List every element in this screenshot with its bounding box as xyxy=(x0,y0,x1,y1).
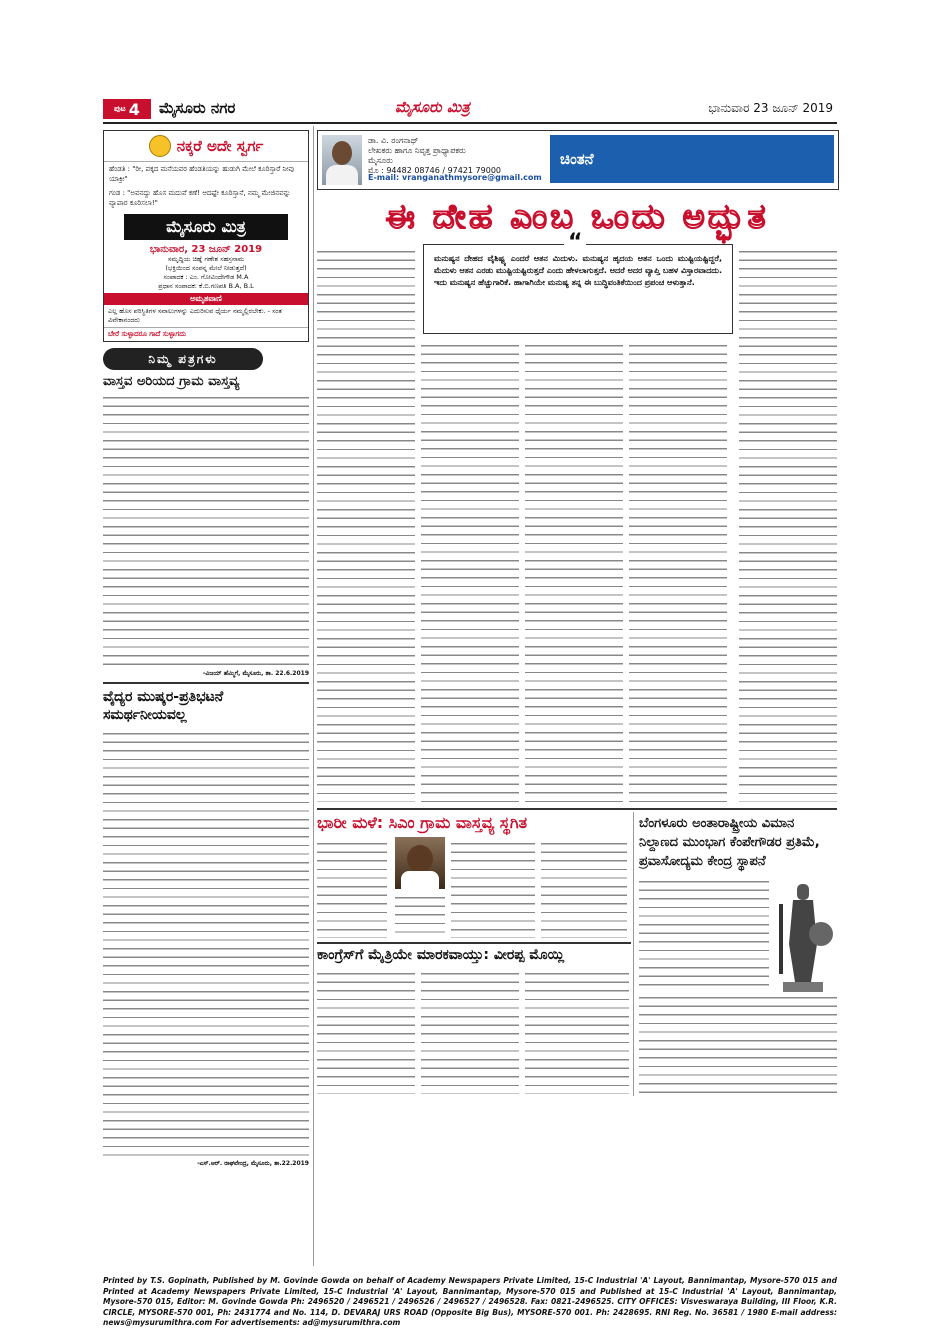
divider xyxy=(317,808,837,810)
joke-title: ನಕ್ಕರೆ ಅದೇ ಸ್ವರ್ಗ xyxy=(176,137,264,155)
page-header xyxy=(103,96,837,124)
joke-line-1: ಹೆಂಡತಿ : "ರೀ, ಪಕ್ಕದ ಮನೆಯವರ ಹೆಂಡತಿಯನ್ನು ಹುಡುಗಿ ಮೇಲೆ ಕೂರಿಸ್ತಾರೆ ನೀವು ಯಾಕ್ರೀ" xyxy=(109,165,295,183)
news-1-column-2 xyxy=(395,892,445,938)
news-2-column-1 xyxy=(317,968,415,1094)
pull-quote-text: ಮನುಷ್ಯನ ದೇಹದ ವೈಶಿಷ್ಟ್ಯ ಎಂದರೆ ಆತನ ಮಿದುಳು. ಮನುಷ್ಯನ ಹೃದಯ ಆತನ ಒಂದು ಮುಷ್ಟಿಯಷ್ಟಿದ್ದರೆ, ಮೆದುಳು ಆತನ ಎರಡು ಮುಷ್ಟಿಯಷ್ಟಿರುತ್ತದೆ ಎಂದು ಹೇಳಲಾಗುತ್ತದೆ. ಆದರೆ ಅದರ ವ್ಯಾಪ್ತಿ ಬಹಳ ವಿಸ್ತಾರವಾದದು. ಇದು ಮನುಷ್ಯನ ಹೆಚ್ಚುಗಾರಿಕೆ. ಹಾಗಾಗಿಯೇ ಮನುಷ್ಯ ತನ್ನ ಈ ಬುದ್ಧಿವಂತಿಕೆಯಿಂದ ಪ್ರಪಂಚ ಆಳುತ್ತಾನೆ. xyxy=(434,254,722,287)
joke-title-row xyxy=(104,131,308,162)
issue-date: ಭಾನುವಾರ 23 ಜೂನ್ 2019 xyxy=(708,101,833,115)
quote-mark-icon: “ xyxy=(564,237,586,249)
left-column xyxy=(103,130,309,1168)
letters-banner: ನಿಮ್ಮ ಪತ್ರಗಳು xyxy=(103,348,263,370)
proverb: ಬೇರೆ ಸುಳ್ಳಾದರೂ ಗಾದೆ ಸುಳ್ಳಾಗದು xyxy=(108,330,186,338)
article-column-4 xyxy=(629,340,727,802)
author-name: ಡಾ. ವಿ. ರಂಗನಾಥ್ xyxy=(368,136,419,145)
news-3-column-2 xyxy=(639,992,837,1096)
news-1-column-3 xyxy=(451,838,535,938)
cm-photo xyxy=(395,837,445,889)
amrutha-quote: ಎಲ್ಲ ಹೊಸ ಪರಿಸ್ಥಿತಿಗಳ ಸವಾಲುಗಳನ್ನು ಎದುರಿಸುವ ಧೈರ್ಯ ನಮ್ಮಲ್ಲಿರಬೇಕು. - ಸಂತ ವಿವೇಕಾನಂದರು xyxy=(104,305,308,328)
author-details xyxy=(368,136,501,176)
article-column-3 xyxy=(525,340,623,802)
news-2-column-2 xyxy=(421,968,519,1094)
page-number-badge xyxy=(103,99,151,119)
letter-1-title: ವಾಸ್ತವ ಅರಿಯದ ಗ್ರಾಮ ವಾಸ್ತವ್ಯ xyxy=(103,374,240,389)
letter-2-signature: -ಎಸ್.ಆರ್. ರಾಘವೇಂದ್ರ, ಮೈಸೂರು, ತಾ.22.2019 xyxy=(197,1159,309,1167)
author-city: ಮೈಸೂರು xyxy=(368,156,393,165)
laughing-face-icon xyxy=(149,135,171,157)
author-phone: ಮೊ : 94482 08746 / 97421 79000 xyxy=(368,166,502,175)
news-2-column-3 xyxy=(525,968,629,1094)
letter-1-signature: -ವಿಜಯ್ ಹೆಮ್ಮಿಗೆ, ಮೈಸೂರು, ತಾ. 22.6.2019 xyxy=(202,670,309,677)
pull-quote xyxy=(423,230,733,334)
article-headline: ಈ ದೇಹ ಎಂಬ ಒಂದು ಅದ್ಭುತ xyxy=(385,197,769,237)
news-2-headline: ಕಾಂಗ್ರೆಸ್‌ಗೆ ಮೈತ್ರಿಯೇ ಮಾರಕವಾಯ್ತು: ವೀರಪ್ಪ ಮೊಯ್ಲಿ xyxy=(317,947,565,963)
divider xyxy=(103,682,309,684)
masthead-publisher: ಪ್ರಧಾನ ಸಂಪಾದಕ: ಕೆ.ಬಿ.ಗಣಪತಿ B.A, B.L xyxy=(158,282,254,290)
author-role: ಲೇಖಕರು ಹಾಗೂ ನಿವೃತ್ತ ಪ್ರಾಧ್ಯಾಪಕರು xyxy=(368,146,466,155)
newspaper-page xyxy=(103,96,837,1270)
news-3-headline: ಬೆಂಗಳೂರು ಅಂತಾರಾಷ್ಟ್ರೀಯ ವಿಮಾನ ನಿಲ್ದಾಣದ ಮುಂಭಾಗ ಕೆಂಪೇಗೌಡರ ಪ್ರತಿಮೆ, ಪ್ರವಾಸೋದ್ಯಮ ಕೇಂದ್ರ ಸ್ಥಾಪನೆ xyxy=(639,816,820,869)
masthead-line-1: ಸಮೃದ್ಧಿಯ ಚಿಹ್ನೆ ಗಣೇಶ ಸಹಸ್ರನಾಮ xyxy=(167,255,245,263)
masthead-line-2: (ಭಕ್ತಿಯಿಂದ ಸಂಪನ್ನ ಮೇಲೆ ನೀಡುತ್ತದೆ) xyxy=(165,264,247,272)
section-title: ಮೈಸೂರು ನಗರ xyxy=(159,99,236,117)
article-column-2 xyxy=(421,340,519,802)
letter-2-title: ವೈದ್ಯರ ಮುಷ್ಕರ-ಪ್ರತಿಭಟನೆ ಸಮರ್ಥನೀಯವಲ್ಲ xyxy=(103,688,224,723)
letter-2-body xyxy=(103,728,309,1158)
column-name: ಚಿಂತನೆ xyxy=(550,135,834,183)
joke-line-2: ಗಂಡ : "ಅವನದ್ದು ಹೊಸ ಮದುವೆ ಕಣೆ! ಆದಷ್ಟೇ ಕೂರಿಸ್ತಾನೆ, ನಮ್ಮ ಮೇಜಿನವನ್ನು ವ್ಯಾಪಾರ ಕೂರಿಸಲಾ!" xyxy=(109,189,291,207)
masthead-title: ಮೈಸೂರು ಮಿತ್ರ xyxy=(124,214,288,240)
masthead-editor: ಸಂಪಾದಕ : ಎಂ. ಗೋವಿಂದೇಗೌಡ M.A xyxy=(163,273,249,281)
print-imprint: Printed by T.S. Gopinath, Published by M. Govinde Gowda on behalf of Academy Newspapers Private Limited, 15-C Industrial 'A' Layout, Bannimantap, Mysore-570 015 and Printed at Academy Newspapers Private Limited, 15-C Industrial 'A' Layout, Bannimantap, Mysore-570 015 and Published at 15-C Industrial 'A' Layout, Bannimantap, Mysore-570 015, Editor: M. Govinde Gowda Ph: 2496520 / 2496521 / 2496526 / 2496527 / 2496528. Fax: 0821-2496525. CITY OFFICES: Visveswaraya Building, III Floor, K.R. CIRCLE, MYSORE-570 001, Ph: 2431774 and No. 114, D. DEVARAJ URS ROAD (Opposite Big Bus), MYSORE-570 001. Ph: 2428695. RNI Reg. No. 36581 / 1980 E-mail address: news@mysurumithra.com For advertisements: ad@mysurumithra.com xyxy=(103,1276,837,1327)
page-number: 4 xyxy=(128,99,140,119)
masthead-date: ಭಾನುವಾರ, 23 ಜೂನ್ 2019 xyxy=(149,244,263,255)
divider xyxy=(317,942,631,944)
article-column-5 xyxy=(739,246,837,802)
page-label: ಪುಟ xyxy=(114,104,126,113)
news-1-headline: ಭಾರೀ ಮಳೆ: ಸಿಎಂ ಗ್ರಾಮ ವಾಸ್ತವ್ಯ ಸ್ಥಗಿತ xyxy=(317,813,528,832)
brand-logo: ಮೈಸೂರು ಮಿತ್ರ xyxy=(395,98,470,116)
kempegowda-statue-image xyxy=(773,874,833,1004)
joke-box xyxy=(103,130,309,342)
author-box xyxy=(317,130,839,190)
news-3-column-1 xyxy=(639,876,769,986)
author-email: E-mail: vranganathmysore@gmail.com xyxy=(368,173,542,182)
amrutha-label: ಅಮೃತವಾಣಿ xyxy=(104,293,308,305)
news-1-column-4 xyxy=(541,838,627,938)
letter-1-body xyxy=(103,392,309,668)
column-divider xyxy=(633,812,634,1096)
author-photo xyxy=(322,135,362,185)
article-column-1 xyxy=(317,246,415,802)
column-divider xyxy=(313,126,314,1266)
news-1-column-1 xyxy=(317,838,387,938)
